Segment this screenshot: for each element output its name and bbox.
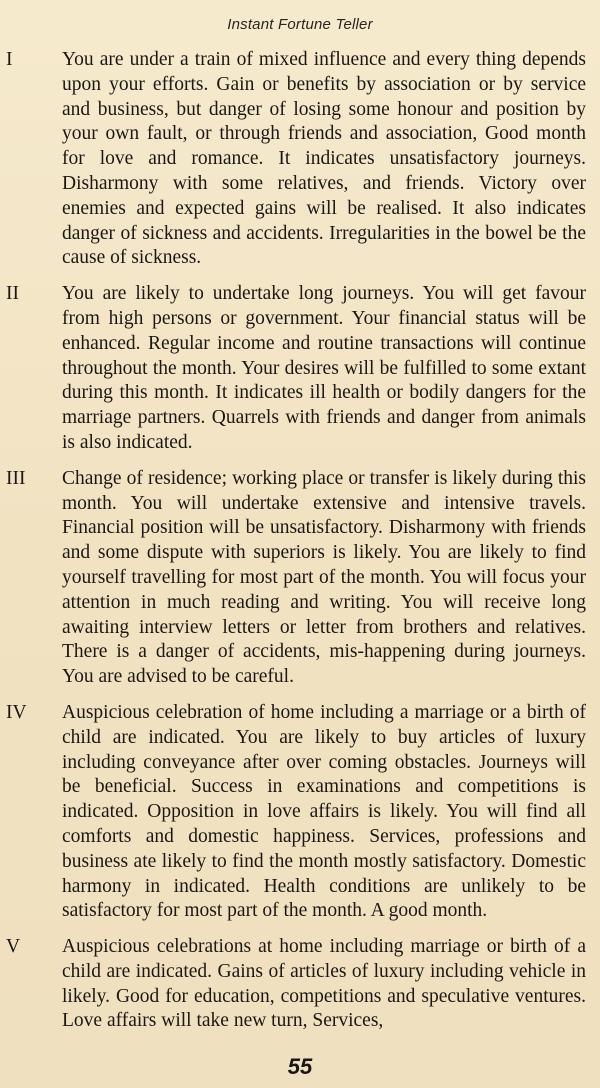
entry-text: Auspicious celebration of home including a marriage or a birth of child are indicated. You are likely to buy articles of luxury including conveyance after over coming obstacles. Journeys will be beneficial. Success in examinations and competitions is indicated. Opposition in love affairs is likely. You will find all comforts and domestic happiness. Services, professions and business ate likely to find the month mostly satisfactory. Domestic harmony in indicated. Health conditions are unlikely to be satisfactory for most part of the month. A good month. xyxy=(62,701,586,922)
entry-numeral: III xyxy=(6,467,26,489)
entry-numeral: IV xyxy=(6,701,27,723)
entry-numeral: II xyxy=(6,283,19,305)
list-item xyxy=(0,282,600,456)
list-item xyxy=(0,701,600,924)
page-number: 55 xyxy=(287,1054,313,1079)
list-item xyxy=(0,467,600,690)
list-item xyxy=(0,48,600,271)
entry-text: You are likely to undertake long journeys. You will get favour from high persons or government. Your financial status will be enhanced. Regular income and routine transactions will continue throughout the month. Your desires will be fulfilled to some extant during this month. It indicates ill health or bodily dangers for the marriage partners. Quarrels with friends and danger from animals is also indicated. xyxy=(62,283,586,453)
running-head-title: Instant Fortune Teller xyxy=(227,16,373,33)
list-item xyxy=(0,935,600,1034)
entry-text: You are under a train of mixed influence and every thing depends upon your efforts. Gain or benefits by association or by service and business, but danger of losing some honour and position by your own fault, or through friends and association, Good month for love and romance. It indicates unsatisfactory journeys. Disharmony with some relatives, and friends. Victory over enemies and expected gains will be realised. It also indicates danger of sickness and accidents. Irregularities in the bowel be the cause of sickness. xyxy=(62,49,586,269)
entry-text: Auspicious celebrations at home including marriage or birth of a child are indicated. Gains of articles of luxury including vehicle in likely. Good for education, competitions and speculative ventures. Love affairs will take new turn, Services, xyxy=(62,936,586,1032)
entry-numeral: V xyxy=(6,936,21,958)
entry-numeral: I xyxy=(6,49,13,70)
entries-list xyxy=(0,48,600,1045)
entry-text: Change of residence; working place or transfer is likely during this month. You will undertake extensive and intensive travels. Financial position will be unsatisfactory. Disharmony with friends and some dispute with superiors is likely. You are likely to find yourself travelling for most part of the month. You will focus your attention in much reading and writing. You will receive long awaiting interview letters or letter from brothers and relatives. There is a danger of accidents, mis-happening during journeys. You are advised to be careful. xyxy=(62,467,586,688)
